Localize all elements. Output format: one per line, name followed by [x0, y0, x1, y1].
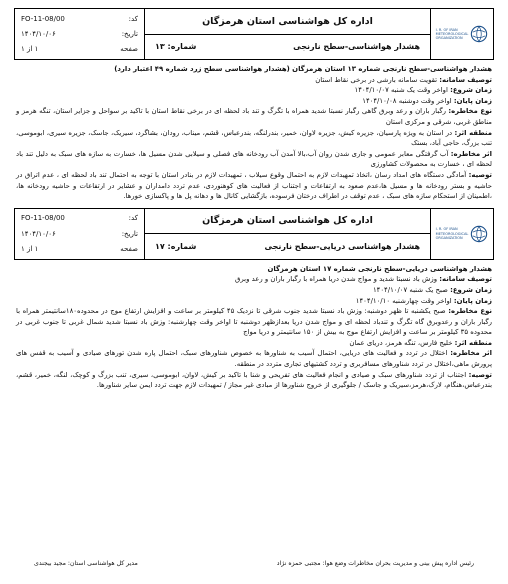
warning-subtitle: هشدار هواشناسی-سطح نارنجی	[293, 42, 420, 52]
warning1-body	[14, 60, 494, 202]
field-hazard: نوع مخاطره: رگبار باران و رعد وبرق گاهی رگبار نسبتا شدید همراه با تگرگ و تند باد لحظه ای در برخی نقاط استان با تاکید بر سواحل و جزایر استان، تنگه هرمز و مناطق غربی، شرقی و مرکزی استان	[16, 107, 493, 126]
field-hazard: نوع مخاطره: صبح یکشنبه تا ظهر دوشنبه: وزش باد نسبتا شدید جنوب شرقی تا نزدیک ۴۵ کیلومتر بر ساعت و افزایش ارتفاع موج در محدوده۱۸۰سانتیمتر همراه با رگبار باران و رعدوبرق گاه تگرگ و تندباد لحظه ای و مواج شدن دریا بعدازظهر دوشنبه تا اواخر وقت چهارشنبه: وزش باد نسبتا شدید شمال غربی تا جنوب غربی در محدوده ۳۵ کیلومتر بر ساعت و افزایش ارتفاع موج به بیش از ۱۵۰ سانتیمتر و دریا مواج	[16, 307, 492, 337]
field-area: منطقه اثر: خلیج فارس، تنگه هرمز، دریای عمان	[349, 338, 492, 347]
page-label: صفحه	[120, 45, 138, 54]
warning1-header	[14, 8, 494, 60]
warning2-title: هشدار هواشناسی دریایی-سطح نارنجی شماره ۱۷ استان هرمزگان	[267, 264, 492, 273]
date-value: ۱۴۰۴/۱۰/۰۶	[21, 29, 56, 38]
org-name: اداره کل هواشناسی استان هرمزگان	[145, 209, 430, 235]
field-system: توصیف سامانه: تقویت سامانه بارشی در برخی نقاط استان	[315, 75, 492, 84]
logo-text: I. R. OF IRAN METEOROLOGICAL ORGANIZATION	[435, 227, 469, 240]
document-meta	[15, 9, 145, 59]
field-advice: توصیه: اجتناب از تردد شناورهای سبک و صیادی و انجام فعالیت های تفریحی و شنا با تاکید بر کیش، لاوان، ابوموسی، سیری، تنب بزرگ و کوچک، لنگه، خمیر، قشم، بندرعباس،هنگام، لارک،هرمز،سیریک و جاسک / جلوگیری از خروج شناورها از مبادی غیر مجاز / تمهیدات لازم جهت تردد ایمن سایر شناورها.	[16, 370, 492, 390]
document-meta	[15, 209, 145, 259]
field-system: توصیف سامانه: وزش باد نسبتا شدید و مواج شدن دریا همراه با رگبار باران و رعد وبرق	[235, 275, 492, 284]
field-effect: اثر مخاطره: آب گرفتگی معابر عمومی و جاری شدن روان آب،بالا آمدن آب رودخانه های فصلی و سیلابی شدن مسیل ها، خسارت به سازه های سبک به دلیل تند باد لحظه ای ، خسارت به محصولات کشاورزی	[16, 149, 492, 169]
globe-icon	[470, 225, 488, 243]
date-label: تاریخ:	[121, 229, 138, 238]
field-start: زمان شروع: صبح یک شنبه ۱۴۰۴/۱۰/۰۷	[372, 285, 492, 294]
org-name: اداره کل هواشناسی استان هرمزگان	[145, 9, 430, 35]
code-label: کد:	[128, 14, 138, 23]
code-value: FO-11-08/00	[21, 14, 65, 23]
field-end: زمان پایان: اواخر وقت چهارشنبه ۱۴۰۴/۱۰/۱۰	[355, 296, 492, 305]
logo-text: I. R. OF IRAN METEOROLOGICAL ORGANIZATION	[435, 27, 469, 41]
date-value: ۱۴۰۴/۱۰/۰۶	[21, 229, 56, 238]
forecast-head-signature: رئیس اداره پیش بینی و مدیریت بحران مخاطرات وضع هوا: مجتبی حمزه نژاد	[276, 560, 474, 567]
page-number: ۱ از ۱	[21, 45, 39, 54]
page-label: صفحه	[120, 245, 138, 254]
globe-icon	[470, 25, 488, 43]
code-label: کد:	[128, 214, 138, 223]
warning-subtitle: هشدار هواشناسی دریایی-سطح نارنجی	[264, 241, 420, 251]
field-end: زمان پایان: اواخر وقت دوشنبه ۱۴۰۴/۱۰/۰۸	[362, 96, 492, 105]
warning-number: شماره: ۱۷	[155, 241, 197, 251]
meteorological-logo	[431, 209, 493, 259]
field-start: زمان شروع: اواخر وقت یک شنبه ۱۴۰۴/۱۰/۰۷	[354, 86, 492, 95]
warning-number: شماره: ۱۳	[155, 42, 197, 52]
warning1-title: هشدار هواشناسی-سطح نارنجی شماره ۱۳ استان هرمزگان (هشدار هواشناسی سطح زرد شماره ۴۹ اعتبار دارد)	[114, 65, 492, 73]
field-effect: اثر مخاطره: اختلال در تردد و فعالیت های دریایی، احتمال آسیب به شناورها به خصوص شناورهای سبک، احتمال پاره شدن تورهای صیادی و آسیب به قفس های پرورش ماهی،اختلال در تردد شناورهای مسافربری و تردد کشتیهای تجاری متردد در منطقه.	[16, 349, 492, 369]
field-area: منطقه اثر: در استان به ویژه پارسیان، جزیره کیش، جزیره لاوان، خمیر، بندرلنگه، بندرعباس، قشم، میناب، رودان، بشاگرد، سیریک، جاسک، جزیره سیری، ابوموسی، تنب بزرگ، حاجی آباد، بستک	[16, 128, 492, 148]
date-label: تاریخ:	[121, 29, 138, 38]
document	[14, 8, 494, 391]
warning2-body	[14, 260, 494, 391]
field-advice: توصیه: آمادگی دستگاه های امداد رسان ،اتخاذ تمهیدات لازم به احتمال وقوع سیلاب ، تمهیدات لازم در بنادر استان با توجه به احتمال تند باد لحظه ای ، عدم اتراق در حاشیه و بستر رودخانه ها و مسیل ها،عدم صعود به ارتفاعات و اجتناب از فعالیت های کوهنوردی، عدم تردد دامداران و عشایر در ارتفاعات و حاشیه رودخانه ها، ،اطمینان از استحکام سازه های سبک ، عدم توقف در اطراف درختان فرسوده، بازگشایی کانال ها و دهانه پل ها و پاکسازی خورها.	[16, 170, 492, 201]
code-value: FO-11-08/00	[21, 214, 65, 223]
signatures	[14, 560, 494, 567]
page-number: ۱ از ۱	[21, 245, 39, 254]
director-signature: مدیر کل هواشناسی استان: مجید بیجندی	[34, 560, 138, 567]
meteorological-logo	[431, 9, 493, 59]
warning2-header	[14, 208, 494, 260]
